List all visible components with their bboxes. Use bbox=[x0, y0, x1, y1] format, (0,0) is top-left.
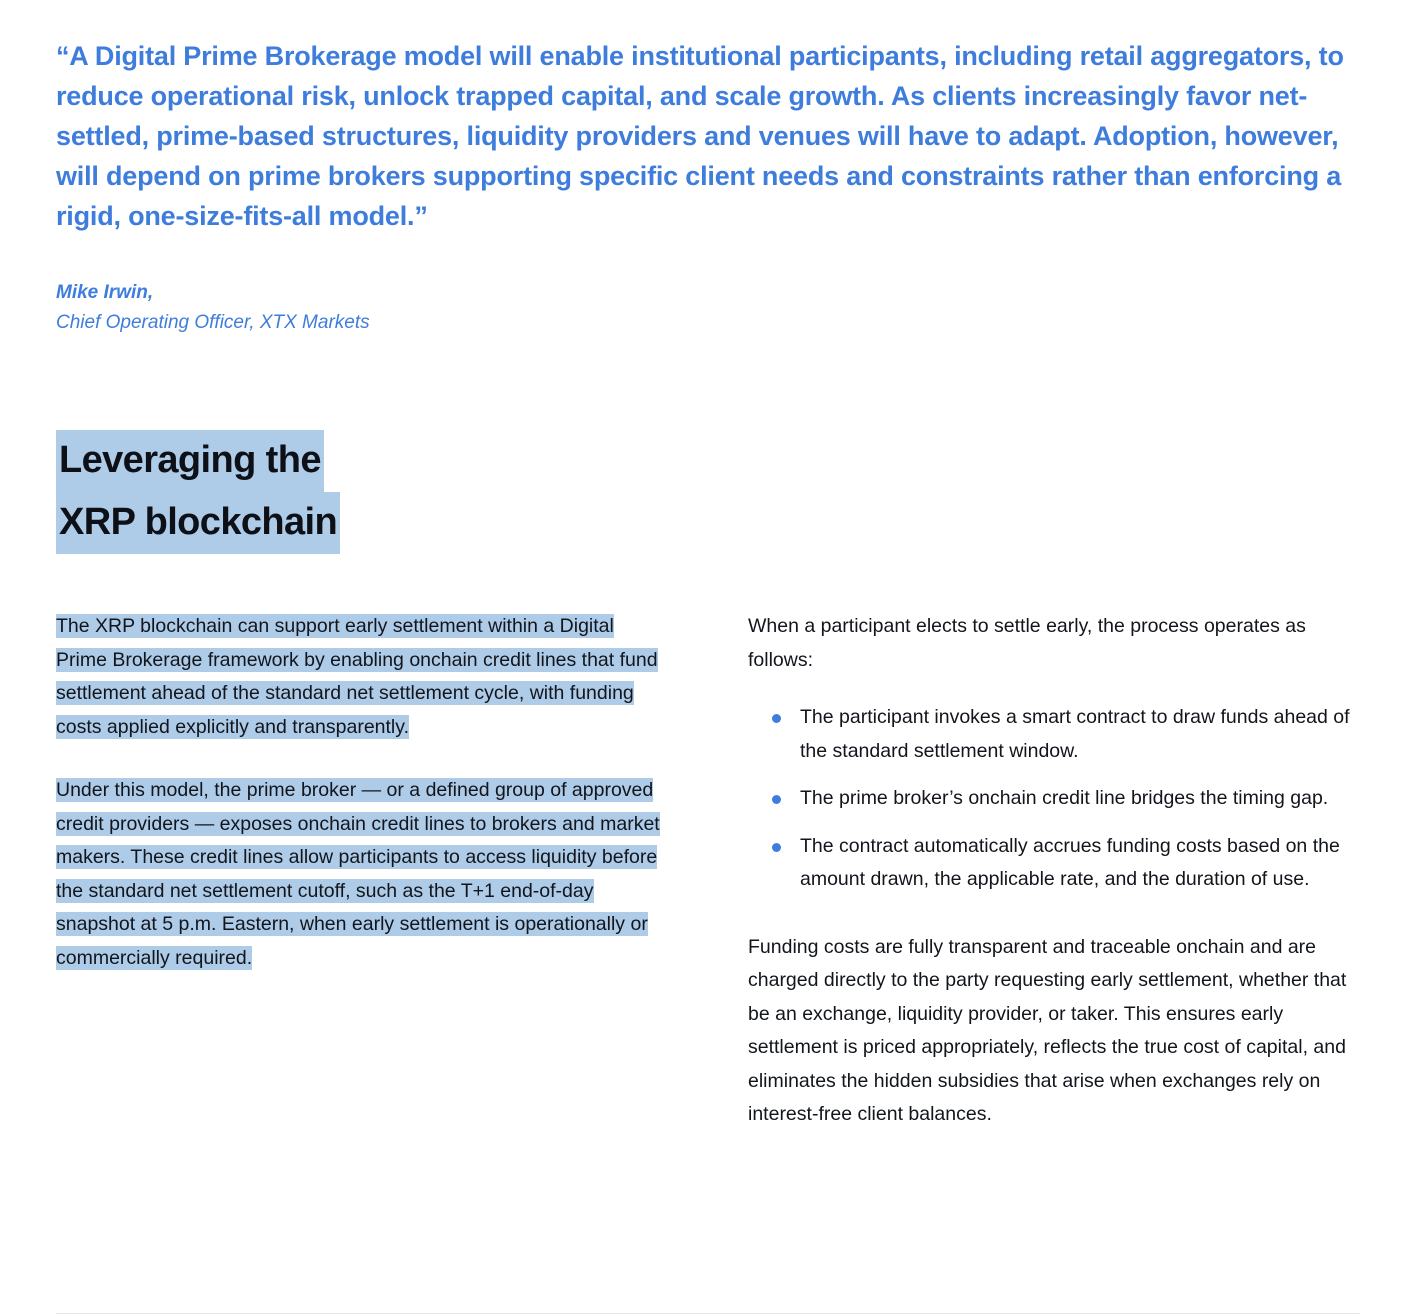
quote-author-role: Chief Operating Officer, XTX Markets bbox=[56, 312, 370, 333]
section-heading bbox=[56, 430, 1360, 554]
left-paragraph-1 bbox=[56, 610, 668, 744]
quote-author-name: Mike Irwin, bbox=[56, 282, 154, 303]
right-column bbox=[748, 610, 1360, 1162]
left-paragraph-1-text: The XRP blockchain can support early settlement within a Digital Prime Brokerage framework by enabling onchain credit lines that fund settlement ahead of the standard net settlement cycle, with funding costs applied explicitly and transparently. bbox=[56, 615, 658, 738]
section-heading-line-1: Leveraging the bbox=[56, 430, 324, 492]
list-item: The participant invokes a smart contract to draw funds ahead of the standard settlement window. bbox=[800, 701, 1360, 768]
right-closing-paragraph: Funding costs are fully transparent and traceable onchain and are charged directly to the party requesting early settlement, whether that be an exchange, liquidity provider, or taker. This ensures early settlement is priced appropriately, reflects the true cost of capital, and eliminates the hidden subsidies that arise when exchanges rely on interest-free client balances. bbox=[748, 935, 1347, 1125]
process-bullet-list bbox=[748, 701, 1360, 897]
list-item: The contract automatically accrues funding costs based on the amount drawn, the applicable rate, and the duration of use. bbox=[800, 830, 1360, 897]
body-columns bbox=[56, 610, 1360, 1162]
quote-attribution bbox=[56, 278, 1360, 338]
list-item: The prime broker’s onchain credit line bridges the timing gap. bbox=[800, 782, 1360, 816]
left-paragraph-2 bbox=[56, 774, 668, 975]
pull-quote: “A Digital Prime Brokerage model will enable institutional participants, including retail aggregators, to reduce operational risk, unlock trapped capital, and scale growth. As clients increasingly favor net-settled, prime-based structures, liquidity providers and venues will have to adapt. Adoption, however, will depend on prime brokers supporting specific client needs and constraints rather than enforcing a rigid, one-size-fits-all model.” bbox=[56, 41, 1344, 231]
left-column bbox=[56, 610, 668, 1005]
left-paragraph-2-text: Under this model, the prime broker — or a defined group of approved credit providers — exposes onchain credit lines to brokers and market makers. These credit lines allow participants to access liquidity before the standard net settlement cutoff, such as the T+1 end-of-day snapshot at 5 p.m. Eastern, when early settlement is operationally or commercially required. bbox=[56, 779, 660, 969]
right-lead-paragraph: When a participant elects to settle early, the process operates as follows: bbox=[748, 615, 1306, 671]
section-heading-line-2: XRP blockchain bbox=[56, 492, 340, 554]
